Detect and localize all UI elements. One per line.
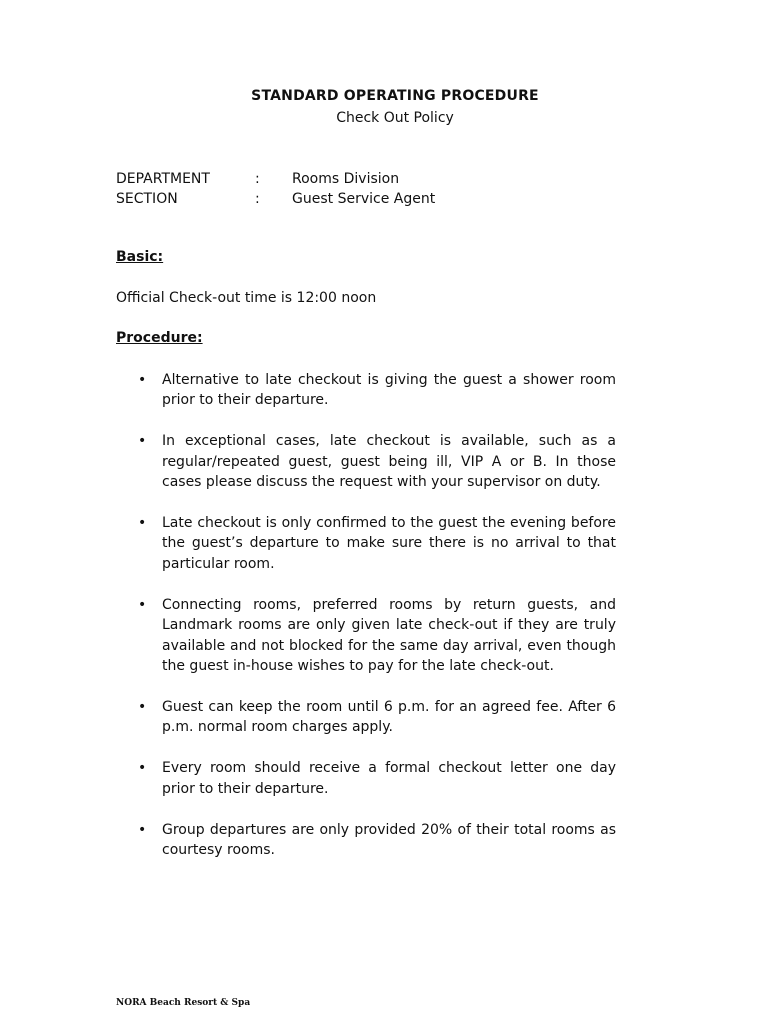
bullet-icon: • xyxy=(138,698,147,715)
meta-label: SECTION xyxy=(116,191,178,207)
meta-label: DEPARTMENT xyxy=(116,171,210,187)
footer-company-name: NORA Beach Resort & Spa xyxy=(116,998,251,1008)
document-title: STANDARD OPERATING PROCEDURE xyxy=(251,88,539,104)
list-item-text: Guest can keep the room until 6 p.m. for an agreed fee. After 6 p.m. normal room charges apply. xyxy=(162,698,616,736)
bullet-icon: • xyxy=(138,433,147,450)
list-item xyxy=(116,370,616,411)
list-item-text: Every room should receive a formal checkout letter one day prior to their departure. xyxy=(162,760,616,797)
procedure-heading: Procedure: xyxy=(116,330,203,346)
list-item xyxy=(116,697,616,738)
procedure-list xyxy=(116,370,616,881)
list-item-text: Connecting rooms, preferred rooms by return guests, and Landmark rooms are only given late check-out if they are truly available and not blocked for the same day arrival, even though the guest in-house wishes to pay for the late check-out. xyxy=(162,596,616,674)
list-item-text: Alternative to late checkout is giving the guest a shower room prior to their departure. xyxy=(162,372,616,409)
basic-text: Official Check-out time is 12:00 noon xyxy=(116,290,377,306)
bullet-icon: • xyxy=(138,760,147,777)
list-item xyxy=(116,820,616,861)
meta-value: Rooms Division xyxy=(292,171,400,187)
meta-separator: : xyxy=(255,191,260,207)
meta-row-department xyxy=(116,171,616,191)
list-item xyxy=(116,513,616,574)
basic-heading: Basic: xyxy=(116,249,164,265)
meta-value: Guest Service Agent xyxy=(292,191,436,207)
meta-row-section xyxy=(116,191,616,211)
list-item-text: Group departures are only provided 20% of their total rooms as courtesy rooms. xyxy=(162,821,616,858)
list-item xyxy=(116,595,616,677)
document-subtitle: Check Out Policy xyxy=(336,110,454,126)
bullet-icon: • xyxy=(138,372,147,388)
list-item xyxy=(116,431,616,492)
meta-separator: : xyxy=(255,171,260,187)
bullet-icon: • xyxy=(138,596,147,613)
bullet-icon: • xyxy=(138,515,147,532)
list-item xyxy=(116,758,616,799)
list-item-text: Late checkout is only confirmed to the guest the evening before the guest’s departure to make sure there is no arrival to that particular room. xyxy=(162,515,616,572)
list-item-text: In exceptional cases, late checkout is available, such as a regular/repeated guest, guest being ill, VIP A or B. In those cases please discuss the request with your supervisor on duty. xyxy=(162,433,616,491)
bullet-icon: • xyxy=(138,821,147,838)
